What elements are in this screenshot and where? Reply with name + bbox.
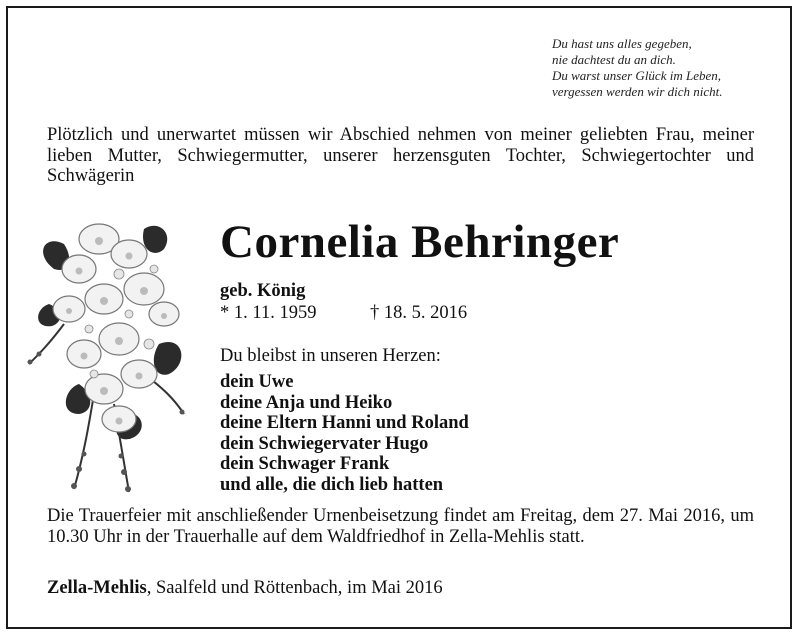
- poem: [552, 36, 723, 100]
- mourner: dein Uwe: [220, 372, 294, 392]
- town-name: Zella-Mehlis: [47, 578, 147, 598]
- maiden-name: geb. König: [220, 281, 306, 301]
- poem-line: vergessen werden wir dich nicht.: [552, 84, 723, 99]
- remembrance-line: Du bleibst in unseren Herzen:: [220, 346, 441, 366]
- poem-line: Du warst unser Glück im Leben,: [552, 68, 721, 83]
- death-date: † 18. 5. 2016: [370, 303, 468, 323]
- orchid-bouquet-icon: [24, 214, 194, 494]
- poem-line: nie dachtest du an dich.: [552, 52, 676, 67]
- mourner: und alle, die dich lieb hatten: [220, 474, 444, 495]
- place-date-line: [47, 578, 443, 599]
- place-rest: , Saalfeld und Röttenbach, im Mai 2016: [146, 578, 443, 598]
- mourner: deine Anja und Heiko: [220, 392, 393, 413]
- mourner: dein Schwiegervater Hugo: [220, 433, 429, 454]
- mourners-list: [220, 372, 469, 495]
- deceased-name: Cornelia Behringer: [220, 216, 620, 268]
- funeral-notice: Die Trauerfeier mit anschließender Urnenbeisetzung findet am Freitag, dem 27. Mai 2016, um 10.30 Uhr in der Trauerhalle auf dem Waldfriedhof in Zella-Mehlis statt.: [47, 506, 754, 547]
- intro-text: Plötzlich und unerwartet müssen wir Abschied nehmen von meiner geliebten Frau, meiner lieben Mutter, Schwiegermutter, unserer herzensguten Tochter, Schwiegertochter und Schwägerin: [47, 125, 754, 186]
- mourner: deine Eltern Hanni und Roland: [220, 413, 469, 433]
- poem-line: Du hast uns alles gegeben,: [552, 36, 692, 51]
- mourner: dein Schwager Frank: [220, 454, 390, 474]
- birth-date: * 1. 11. 1959: [220, 303, 317, 323]
- life-dates: [220, 303, 468, 324]
